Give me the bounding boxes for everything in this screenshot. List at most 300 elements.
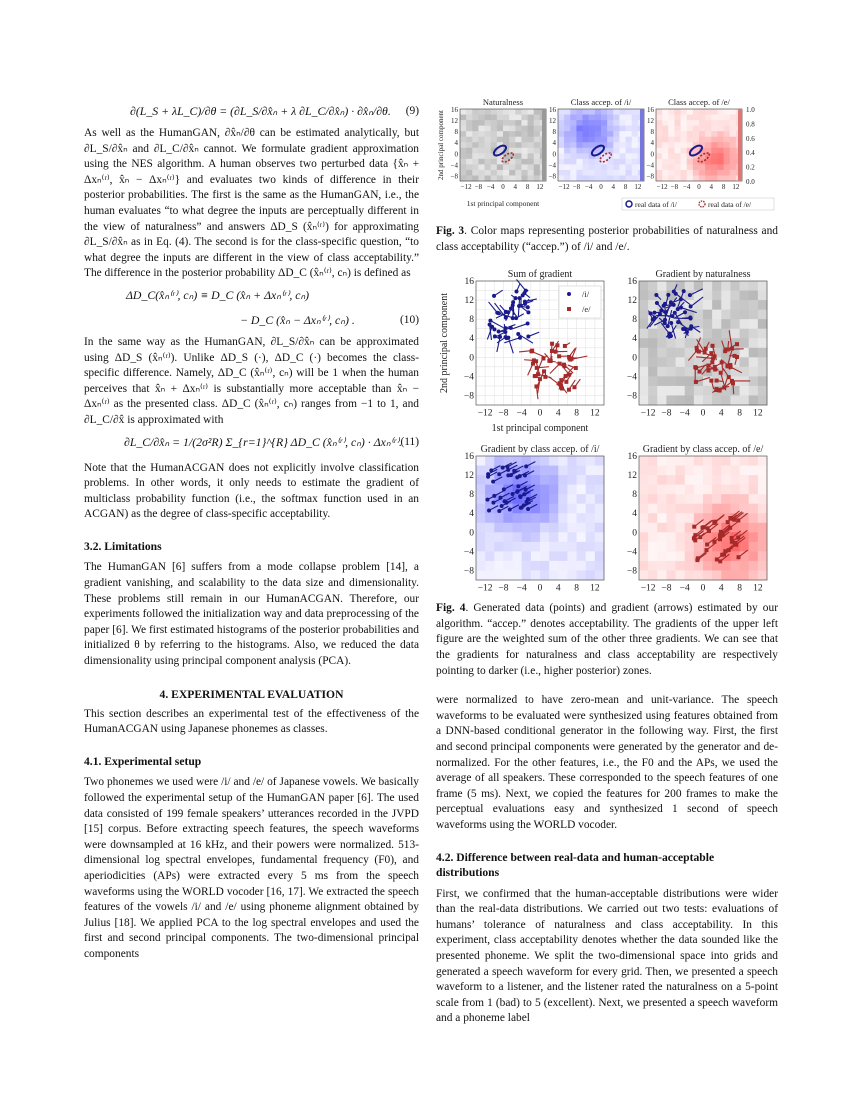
heatmap-cell [730,142,737,148]
heatmap-cell [676,396,686,406]
heatmap-cell [503,542,513,552]
heatmap-cell [674,126,681,132]
y-tick-label: 16 [647,106,654,114]
heatmap-cell [472,164,479,170]
heatmap-cell [521,170,528,176]
heatmap-cell [466,131,473,137]
heatmap-cell [494,552,504,562]
y-tick-label: −4 [463,547,474,558]
heatmap-cell [721,396,731,406]
colorbar-tick-label: 0.6 [746,134,755,143]
y-tick-label: 0 [469,528,474,539]
data-point-e [713,368,717,372]
heatmap-cell [472,126,479,132]
heatmap-cell [712,475,722,485]
heatmap-cell [531,571,541,581]
heatmap-cell [657,552,667,562]
heatmap-cell [513,561,523,571]
heatmap-cell [656,120,663,126]
y-axis-label: 2nd principal component [437,110,445,180]
section-heading: 4. EXPERIMENTAL EVALUATION [159,687,344,701]
heatmap-cell [564,148,571,154]
heatmap-cell [662,153,669,159]
heatmap-cell [497,109,504,115]
y-tick-label: 16 [464,277,474,288]
heatmap-cell [685,542,695,552]
heatmap-cell [693,164,700,170]
data-point-e [704,347,708,351]
data-point-e [706,369,710,373]
heatmap-cell [657,466,667,476]
y-tick-label: −8 [646,172,654,181]
heatmap-cell [694,513,704,523]
heatmap-cell [639,367,649,377]
heatmap-cell [485,532,495,542]
x-tick-label: 4 [555,408,561,419]
heatmap-cell [619,142,626,148]
heatmap-cell [676,513,686,523]
data-point-e [737,555,741,559]
x-tick-label: 4 [709,183,714,191]
heatmap-cell [711,175,718,181]
heatmap-cell [639,504,649,514]
heatmap-cell [509,131,516,137]
heatmap-cell [577,494,587,504]
data-point-i [659,309,663,313]
plot-panel [627,444,768,594]
heatmap-cell [685,571,695,581]
heatmap-cell [564,115,571,121]
y-tick-label: 12 [464,296,474,307]
heatmap-cell [485,552,495,562]
heatmap-cell [476,504,486,514]
y-tick-label: 4 [632,334,637,345]
heatmap-cell [613,115,620,121]
heatmap-cell [564,170,571,176]
heatmap-cell [534,159,541,165]
heatmap-cell [639,329,649,339]
x-tick-label: −8 [498,583,509,594]
heatmap-cell [509,120,516,126]
x-tick-label: 8 [721,183,726,191]
x-tick-label: 12 [753,408,763,419]
data-point-i [504,310,508,314]
data-point-e [726,520,730,524]
heatmap-cell [662,175,669,181]
heatmap-cell [666,523,676,533]
heatmap-cell [515,142,522,148]
heatmap-cell [466,159,473,165]
heatmap-cell [666,348,676,358]
heatmap-cell [564,120,571,126]
data-point-i [492,494,496,498]
heatmap-cell [699,115,706,121]
heatmap-cell [699,131,706,137]
heatmap-cell [668,159,675,165]
heatmap-cell [694,561,704,571]
heatmap-cell [639,542,649,552]
heatmap-cell [472,175,479,181]
x-tick-label: 4 [718,583,724,594]
equation-9: ∂(L_S + λL_C)/∂θ = (∂L_S/∂x̂ₙ + λ ∂L_C/∂x̂ₙ) · ∂x̂ₙ/∂θ. [130,104,391,118]
data-point-i [486,475,490,479]
heatmap-cell [567,494,577,504]
y-tick-label: 12 [451,117,458,126]
heatmap-cell [534,120,541,126]
heatmap-cell [668,170,675,176]
y-tick-label: −4 [626,547,637,558]
data-point-i [491,480,495,484]
heatmap-cell [703,329,713,339]
equation-number: (11) [400,435,419,448]
heatmap-cell [558,552,568,562]
heatmap-cell [478,137,485,143]
data-point-i [491,501,495,505]
heatmap-cell [681,131,688,137]
heatmap-cell [528,153,535,159]
heatmap-cell [657,494,667,504]
data-point-i [510,492,514,496]
heatmap-cell [721,475,731,485]
heatmap-cell [476,561,486,571]
heatmap-cell [558,561,568,571]
heatmap-cell [577,542,587,552]
heatmap-cell [583,120,590,126]
heatmap-cell [648,367,658,377]
x-tick-label: 4 [555,583,561,594]
heatmap-cell [613,120,620,126]
heatmap-cell [497,137,504,143]
heatmap-cell [668,142,675,148]
data-point-i [653,316,657,320]
heatmap-cell [497,175,504,181]
heatmap-cell [632,170,639,176]
heatmap-cell [485,513,495,523]
heatmap-cell [607,164,614,170]
heatmap-cell [540,552,550,562]
equation-10b-row [84,310,419,332]
heatmap-cell [531,523,541,533]
heatmap-cell [577,552,587,562]
heatmap-cell [676,377,686,387]
data-point-i [523,302,527,306]
heatmap-cell [528,164,535,170]
heatmap-cell [656,137,663,143]
heatmap-cell [703,386,713,396]
heatmap-cell [666,571,676,581]
heatmap-cell [497,126,504,132]
heatmap-cell [601,109,608,115]
legend-label-i: real data of /i/ [635,200,677,209]
heatmap-cell [740,291,750,301]
data-point-e [704,548,708,552]
heatmap-cell [476,485,486,495]
plot-panel [464,444,605,594]
heatmap-cell [712,281,722,291]
heatmap-cell [534,164,541,170]
heatmap-cell [717,137,724,143]
heatmap-cell [558,504,568,514]
heatmap-cell [540,542,550,552]
heatmap-cell [558,466,568,476]
heatmap-cell [595,504,605,514]
caption-label: Fig. 4 [436,602,466,615]
heatmap-cell [717,142,724,148]
heatmap-cell [576,109,583,115]
heatmap-cell [648,485,658,495]
heatmap-cell [531,561,541,571]
heatmap-cell [676,357,686,367]
heatmap-cell [687,175,694,181]
heatmap-cell [648,571,658,581]
heatmap-cell [668,115,675,121]
heatmap-cell [639,338,649,348]
y-tick-label: 4 [469,509,474,520]
data-point-e [695,349,699,353]
heatmap-cell [549,456,559,466]
heatmap-cell [626,120,633,126]
heatmap-cell [586,504,596,514]
data-point-i [501,466,505,470]
heatmap-cell [476,475,486,485]
heatmap-cell [666,552,676,562]
heatmap-cell [567,523,577,533]
heatmap-cell [730,561,740,571]
heatmap-cell [576,148,583,154]
heatmap-cell [687,164,694,170]
heatmap-cell [476,466,486,476]
heatmap-cell [549,542,559,552]
x-tick-label: −8 [474,183,483,191]
heatmap-cell [639,377,649,387]
heatmap-cell [540,466,550,476]
x-tick-label: −12 [656,183,668,191]
heatmap-cell [576,131,583,137]
heatmap-cell [668,137,675,143]
heatmap-cell [676,504,686,514]
heatmap-cell [662,170,669,176]
heatmap-cell [478,109,485,115]
heatmap-cell [586,542,596,552]
heatmap-cell [576,115,583,121]
heatmap-cell [687,170,694,176]
heatmap-cell [503,513,513,523]
heatmap-cell [549,513,559,523]
heatmap-cell [639,357,649,367]
heatmap-cell [703,456,713,466]
heatmap-cell [676,542,686,552]
heatmap-cell [685,338,695,348]
data-point-i [524,465,528,469]
data-point-e [730,347,734,351]
data-point-i [663,318,667,322]
data-point-i [506,468,510,472]
data-point-i [492,328,496,332]
heatmap-cell [586,456,596,466]
data-point-i [662,304,666,308]
heatmap-cell [758,319,768,329]
heatmap-cell [583,115,590,121]
heatmap-cell [564,164,571,170]
heatmap-cell [528,159,535,165]
x-tick-label: 12 [590,408,600,419]
heatmap-cell [607,159,614,165]
heatmap-cell [657,523,667,533]
heatmap-cell [648,523,658,533]
heatmap-cell [730,131,737,137]
heatmap-cell [666,456,676,466]
heatmap-cell [576,153,583,159]
data-point-e [727,375,731,379]
heatmap-cell [472,120,479,126]
heatmap-cell [666,386,676,396]
heatmap-cell [758,456,768,466]
heatmap-cell [712,485,722,495]
heatmap-cell [712,291,722,301]
x-tick-label: −4 [516,408,527,419]
heatmap-cell [758,466,768,476]
heatmap-cell [699,164,706,170]
heatmap-cell [705,109,712,115]
heatmap-cell [693,137,700,143]
heatmap-cell [626,159,633,165]
heatmap-cell [549,571,559,581]
heatmap-cell [758,367,768,377]
heatmap-cell [717,159,724,165]
x-tick-label: −4 [516,583,527,594]
heatmap-cell [656,115,663,121]
heatmap-cell [540,475,550,485]
y-tick-label: 8 [454,128,458,137]
heatmap-cell [657,357,667,367]
heatmap-cell [589,164,596,170]
heatmap-cell [558,513,568,523]
heatmap-cell [711,142,718,148]
heatmap-cell [626,142,633,148]
heatmap-cell [521,148,528,154]
heatmap-cell [576,120,583,126]
heatmap-cell [540,523,550,533]
plot-panel [549,97,645,191]
heatmap-cell [583,142,590,148]
heatmap-cell [491,175,498,181]
heatmap-cell [497,120,504,126]
colorbar-tick-label: 0.2 [746,163,755,172]
heatmap-cell [730,164,737,170]
heatmap-cell [586,532,596,542]
heatmap-cell [749,291,759,301]
legend-box [559,286,601,318]
heatmap-cell [740,466,750,476]
heatmap-cell [705,142,712,148]
data-point-e [541,357,545,361]
heatmap-cell [522,523,532,533]
heatmap-cell [494,513,504,523]
heatmap-cell [668,109,675,115]
heatmap-cell [712,504,722,514]
heatmap-cell [466,170,473,176]
data-point-i [488,319,492,323]
figure-3-caption [436,224,778,255]
heatmap-cell [674,131,681,137]
y-tick-label: 8 [552,128,556,137]
heatmap-cell [694,542,704,552]
heatmap-cell [730,115,737,121]
heatmap-cell [749,367,759,377]
heatmap-cell [705,126,712,132]
heatmap-cell [619,131,626,137]
data-point-e [722,553,726,557]
heatmap-cell [724,120,731,126]
heatmap-cell [648,357,658,367]
heatmap-cell [503,120,510,126]
heatmap-cell [657,456,667,466]
heatmap-cell [639,552,649,562]
heatmap-cell [586,466,596,476]
heatmap-cell [472,142,479,148]
x-tick-label: 0 [537,583,543,594]
y-tick-label: −4 [450,161,458,170]
heatmap-cell [662,126,669,132]
heatmap-cell [583,131,590,137]
heatmap-cell [687,120,694,126]
heatmap-cell [730,466,740,476]
equation-10b: − D_C (x̂ₙ − Δxₙ⁽ʳ⁾, cₙ) . [240,312,355,327]
heatmap-cell [712,396,722,406]
heatmap-cell [570,131,577,137]
heatmap-cell [476,456,486,466]
y-tick-label: 12 [627,471,637,482]
heatmap-cell [491,170,498,176]
heatmap-cell [607,170,614,176]
left-column [84,98,419,963]
heatmap-cell [586,552,596,562]
caption-text: . Generated data (points) and gradient (arrows) estimated by our algorithm. “accep.” denotes acceptability. The gradients of the upper left figure are the weighted sum of the other three gradients. We can see that the gradients for naturalness and class acceptability are respectively pointing to darker (i.e., higher posterior) zones. [436,602,778,677]
heatmap-cell [657,348,667,358]
heatmap-cell [676,367,686,377]
heatmap-cell [676,494,686,504]
heatmap-cell [639,300,649,310]
x-tick-label: −8 [498,408,509,419]
heatmap-cell [693,115,700,121]
heatmap-cell [460,148,467,154]
data-point-e [563,344,567,348]
heatmap-cell [639,532,649,542]
heatmap-cell [648,494,658,504]
heatmap-cell [639,310,649,320]
heatmap-cell [699,120,706,126]
heatmap-cell [567,513,577,523]
heatmap-cell [601,131,608,137]
data-point-e [559,384,563,388]
heatmap-cell [491,120,498,126]
heatmap-cell [570,120,577,126]
data-point-i [516,332,520,336]
heatmap-cell [632,159,639,165]
data-point-i [505,336,509,340]
heatmap-cell [749,552,759,562]
heatmap-cell [740,338,750,348]
y-axis-label: 2nd principal component [439,293,450,394]
heatmap-cell [758,377,768,387]
heatmap-cell [703,494,713,504]
heatmap-cell [749,281,759,291]
heatmap-cell [674,109,681,115]
heatmap-cell [531,475,541,485]
heatmap-cell [577,532,587,542]
heatmap-cell [619,137,626,143]
x-tick-label: −4 [682,183,691,191]
